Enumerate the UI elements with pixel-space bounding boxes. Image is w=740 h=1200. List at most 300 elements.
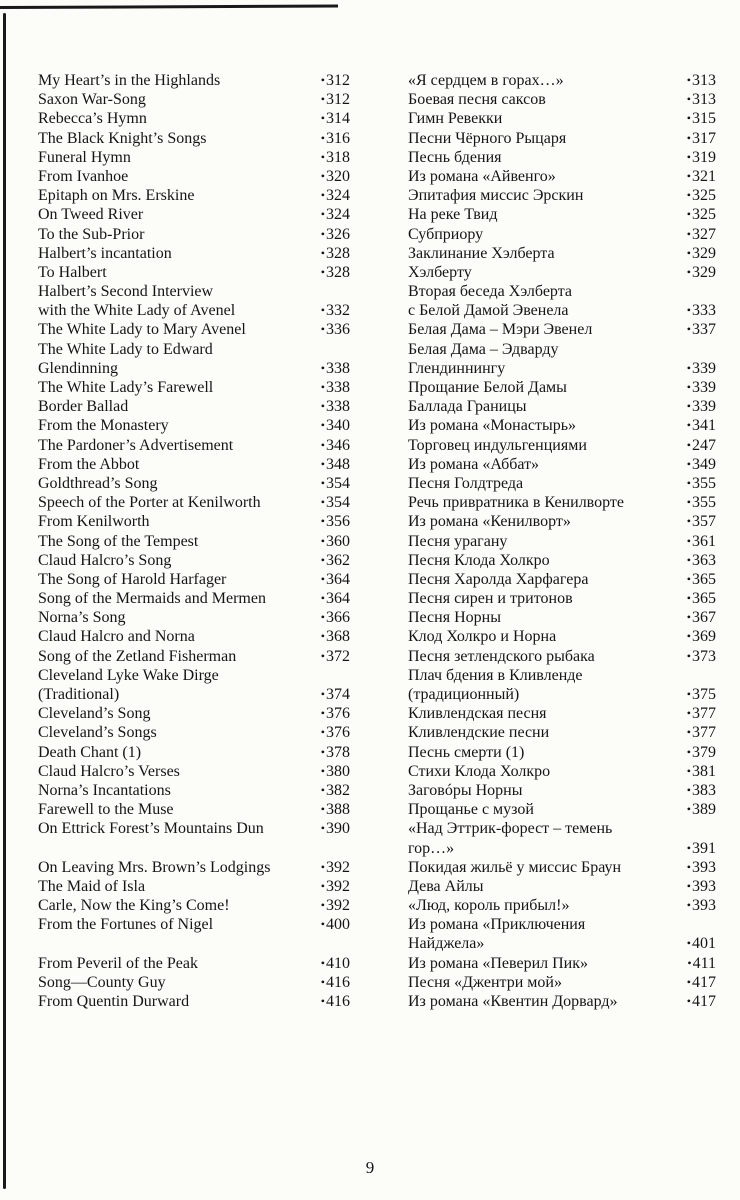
toc-entry-line (408, 589, 716, 608)
bullet-icon: • (320, 859, 325, 874)
toc-entry-line (408, 225, 716, 244)
entry-page-number: 365 (692, 590, 716, 608)
entry-title: Боевая песня саксов (408, 91, 546, 109)
bullet-icon: • (320, 303, 325, 318)
entry-page-number: 365 (692, 570, 716, 588)
toc-entry-line (408, 723, 716, 742)
toc-entry-line (38, 954, 350, 973)
bullet-icon: • (320, 571, 325, 586)
toc-entry-line (408, 301, 716, 320)
entry-page-ref (321, 512, 350, 532)
entry-page-number: 417 (692, 973, 716, 991)
entry-page-ref (687, 877, 716, 897)
toc-entry-line (38, 225, 350, 244)
entry-page-ref (321, 992, 350, 1012)
toc-entry-line (38, 436, 350, 455)
toc-entry-line (408, 819, 716, 838)
entry-page-ref (321, 608, 350, 628)
entry-page-ref (321, 397, 350, 417)
entry-page-ref (321, 378, 350, 398)
entry-page-ref (687, 627, 716, 647)
entry-page-ref (687, 723, 716, 743)
bullet-icon: • (686, 149, 691, 164)
toc-entry-line (38, 320, 350, 339)
entry-page-number: 362 (326, 551, 350, 569)
column-gap (38, 839, 350, 858)
bullet-icon: • (320, 418, 325, 433)
toc-entry-line (408, 436, 716, 455)
toc-entry-line (38, 819, 350, 838)
entry-page-number: 375 (692, 686, 716, 703)
entry-title: Песня Норны (408, 609, 501, 627)
entry-page-ref (321, 225, 350, 245)
bullet-icon: • (686, 475, 691, 490)
toc-entry-line (38, 301, 350, 320)
bullet-icon: • (320, 821, 325, 836)
entry-page-number: 349 (692, 455, 716, 473)
bullet-icon: • (686, 610, 691, 625)
entry-title: Из романа «Приключения (408, 916, 586, 934)
entry-title: Эпитафия миссис Эрскин (408, 187, 584, 205)
entry-page-ref (687, 762, 716, 782)
entry-title: Из романа «Аббат» (408, 455, 540, 473)
entry-page-ref (321, 685, 350, 705)
toc-entry-line (38, 109, 350, 128)
entry-page-number: 378 (326, 743, 350, 761)
entry-page-number: 321 (692, 167, 716, 185)
entry-page-number: 339 (692, 398, 716, 416)
entry-title: Song—County Guy (38, 973, 166, 991)
entry-page-number: 313 (692, 91, 716, 109)
entry-title: Песня сирен и тритонов (408, 590, 573, 608)
entry-page-number: 354 (326, 474, 350, 492)
bullet-icon: • (320, 687, 325, 701)
entry-page-number: 341 (692, 417, 716, 435)
entry-page-number: 324 (326, 187, 350, 205)
entry-title: My Heart’s in the Highlands (38, 72, 221, 89)
entry-title: Cleveland’s Songs (38, 724, 157, 742)
entry-page-number: 328 (326, 263, 350, 281)
bullet-icon: • (686, 936, 691, 951)
toc-entry-line (408, 282, 716, 301)
bullet-icon: • (320, 245, 325, 260)
bullet-icon: • (320, 706, 325, 721)
entry-page-number: 348 (326, 455, 350, 473)
entry-page-ref (321, 493, 350, 513)
entry-title: Claud Halcro’s Verses (38, 762, 180, 780)
bullet-icon: • (686, 878, 691, 893)
bullet-icon: • (687, 955, 692, 970)
bullet-icon: • (686, 322, 691, 337)
entry-title: Из романа «Кенилворт» (408, 513, 571, 531)
entry-title: Песня Голдтреда (408, 474, 524, 492)
toc-entry-line (38, 992, 350, 1011)
toc-entry-line (408, 762, 716, 781)
toc-entry-line (408, 493, 716, 512)
scan-artifact-top-line (0, 5, 338, 9)
entry-page-number: 338 (326, 379, 350, 396)
bullet-icon: • (686, 495, 691, 510)
entry-title: Из романа «Квентин Дорвард» (408, 993, 618, 1010)
bullet-icon: • (320, 629, 325, 644)
bullet-icon: • (320, 495, 325, 510)
entry-page-number: 379 (692, 743, 716, 761)
entry-page-number: 319 (692, 148, 716, 166)
entry-title: Песня зетлендского рыбака (408, 647, 595, 665)
toc-entry-line (38, 512, 350, 531)
entry-page-ref (687, 973, 716, 993)
entry-page-ref (687, 570, 716, 590)
entry-page-ref (687, 225, 716, 245)
entry-page-ref (321, 301, 350, 321)
bullet-icon: • (320, 111, 325, 126)
entry-title: Покидая жильё у миссис Браун (408, 858, 622, 876)
entry-page-ref (321, 762, 350, 782)
entry-title: Из романа «Монастырь» (408, 417, 576, 435)
toc-entry-line (408, 608, 716, 627)
entry-title: From Ivanhoe (38, 167, 129, 185)
entry-page-number: 377 (692, 705, 716, 723)
entry-title: Прощанье с музой (408, 801, 534, 819)
toc-entry-line (38, 186, 350, 205)
entry-page-ref (687, 954, 716, 974)
toc-entry-line (38, 762, 350, 781)
toc-entry-line (408, 340, 716, 359)
entry-page-number: 367 (692, 609, 716, 627)
toc-entry-line (38, 627, 350, 646)
bullet-icon: • (686, 168, 691, 183)
entry-title: From Peveril of the Peak (38, 954, 198, 972)
entry-page-ref (687, 839, 716, 859)
entry-page-number: 391 (692, 839, 716, 857)
entry-page-ref (687, 704, 716, 724)
entry-title: Farewell to the Muse (38, 801, 174, 819)
entry-page-ref (687, 608, 716, 628)
entry-page-ref (321, 71, 350, 91)
entry-page-number: 316 (326, 129, 350, 147)
bullet-icon: • (686, 591, 691, 606)
entry-page-number: 372 (326, 647, 350, 665)
entry-page-number: 361 (692, 532, 716, 550)
bullet-icon: • (686, 744, 691, 759)
bullet-icon: • (320, 763, 325, 778)
entry-title: «Над Эттрик-форест – темень (408, 820, 613, 838)
entry-page-ref (687, 244, 716, 264)
toc-entry-line (408, 627, 716, 646)
entry-page-ref (321, 167, 350, 187)
entry-page-ref (321, 781, 350, 801)
entry-page-ref (687, 992, 716, 1012)
bullet-icon: • (320, 955, 325, 970)
toc-entry-line (38, 493, 350, 512)
entry-title: «Люд, король прибыл!» (408, 897, 570, 915)
bullet-icon: • (686, 782, 691, 797)
toc-entry-line (38, 877, 350, 896)
bullet-icon: • (320, 744, 325, 759)
entry-title: Rebecca’s Hymn (38, 110, 147, 128)
entry-page-number: 329 (692, 244, 716, 262)
toc-entry-line (408, 397, 716, 416)
entry-page-number: 337 (692, 321, 716, 339)
entry-page-number: 390 (326, 820, 350, 838)
bullet-icon: • (320, 188, 325, 203)
bullet-icon: • (686, 974, 691, 989)
bullet-icon: • (320, 399, 325, 414)
entry-title: Заклинание Хэлберта (408, 244, 555, 262)
entry-page-number: 369 (692, 628, 716, 646)
entry-page-number: 340 (326, 417, 350, 435)
bullet-icon: • (320, 591, 325, 606)
toc-entry-line (38, 647, 350, 666)
entry-title: Claud Halcro and Norna (38, 628, 195, 646)
entry-title: The White Lady to Mary Avenel (38, 321, 246, 339)
column-gap (38, 934, 350, 953)
bullet-icon: • (686, 399, 691, 414)
entry-page-ref (687, 589, 716, 609)
entry-title: Плач бдения в Кливленде (408, 666, 583, 684)
entry-title: Song of the Zetland Fisherman (38, 647, 237, 665)
toc-entry-line (38, 90, 350, 109)
bullet-icon: • (686, 73, 691, 87)
entry-title: Кливлендская песня (408, 705, 547, 723)
entry-page-ref (687, 743, 716, 763)
entry-title: (традиционный) (408, 686, 520, 703)
toc-entry-line (408, 551, 716, 570)
entry-page-ref (321, 90, 350, 110)
entry-page-ref (687, 896, 716, 916)
entry-title: Песня Харолда Харфагера (408, 570, 589, 588)
entry-page-number: 326 (326, 225, 350, 243)
entry-page-number: 355 (692, 494, 716, 512)
scan-artifact-left-line (3, 13, 6, 1189)
entry-page-number: 313 (692, 72, 716, 89)
toc-entry-line (408, 781, 716, 800)
bullet-icon: • (320, 207, 325, 222)
toc-entry-line (408, 359, 716, 378)
entry-title: Epitaph on Mrs. Erskine (38, 187, 195, 205)
bullet-icon: • (320, 226, 325, 241)
toc-entry-line (408, 474, 716, 493)
toc-entry-line (408, 378, 716, 397)
toc-entry-line (408, 512, 716, 531)
entry-title: On Tweed River (38, 206, 144, 224)
entry-page-number: 336 (326, 321, 350, 339)
toc-entry-line (408, 167, 716, 186)
entry-page-number: 317 (692, 129, 716, 147)
entry-page-ref (687, 551, 716, 571)
toc-entry-line (408, 186, 716, 205)
toc-entry-line (408, 90, 716, 109)
entry-page-ref (321, 877, 350, 897)
entry-page-number: 393 (692, 858, 716, 876)
bullet-icon: • (320, 264, 325, 279)
toc-entry-line (408, 647, 716, 666)
toc-entry-line (38, 858, 350, 877)
entry-page-ref (687, 416, 716, 436)
entry-page-ref (687, 263, 716, 283)
toc-entry-line (408, 263, 716, 282)
bullet-icon: • (686, 360, 691, 375)
entry-title: Goldthread’s Song (38, 474, 158, 492)
entry-title: Halbert’s incantation (38, 244, 172, 262)
entry-title: Вторая беседа Хэлберта (408, 283, 572, 301)
entry-page-ref (687, 474, 716, 494)
entry-page-number: 373 (692, 647, 716, 665)
toc-entry-line (38, 148, 350, 167)
entry-title: Глендиннингу (408, 359, 506, 377)
toc-entry-line (38, 800, 350, 819)
toc-entry-line (38, 704, 350, 723)
entry-page-number: 368 (326, 628, 350, 646)
bullet-icon: • (320, 533, 325, 548)
bullet-icon: • (686, 859, 691, 874)
toc-column-english (38, 71, 350, 1011)
entry-page-ref (321, 819, 350, 839)
entry-page-number: 366 (326, 609, 350, 627)
entry-page-ref (687, 148, 716, 168)
entry-page-number: 247 (692, 436, 716, 454)
bullet-icon: • (320, 974, 325, 989)
entry-page-ref (321, 320, 350, 340)
entry-title: Norna’s Incantations (38, 781, 171, 799)
entry-title: Хэлберту (408, 263, 472, 281)
entry-page-number: 364 (326, 590, 350, 608)
entry-title: Прощание Белой Дамы (408, 379, 567, 396)
entry-page-number: 392 (326, 858, 350, 876)
entry-page-number: 363 (692, 551, 716, 569)
entry-page-number: 416 (326, 973, 350, 991)
entry-page-number: 360 (326, 532, 350, 550)
toc-entry-line (408, 934, 716, 953)
bullet-icon: • (686, 188, 691, 203)
entry-page-number: 355 (692, 474, 716, 492)
entry-page-number: 392 (326, 877, 350, 895)
toc-entry-line (38, 685, 350, 704)
toc-entry-line (408, 129, 716, 148)
toc-entry-line (408, 800, 716, 819)
entry-page-ref (687, 90, 716, 110)
entry-page-ref (321, 148, 350, 168)
toc-entry-line (408, 148, 716, 167)
page-number-folio: 9 (365, 1158, 375, 1177)
entry-page-ref (321, 244, 350, 264)
bullet-icon: • (320, 475, 325, 490)
entry-page-ref (687, 532, 716, 552)
bullet-icon: • (320, 149, 325, 164)
toc-entry-line (38, 205, 350, 224)
bullet-icon: • (686, 418, 691, 433)
entry-page-ref (687, 71, 716, 91)
toc-entry-line (408, 532, 716, 551)
bullet-icon: • (320, 514, 325, 529)
entry-page-number: 338 (326, 359, 350, 377)
entry-title: Из романа «Айвенго» (408, 167, 556, 185)
entry-title: From the Monastery (38, 417, 169, 435)
toc-entry-line (38, 167, 350, 186)
entry-page-number: 410 (326, 954, 350, 972)
entry-page-number: 383 (692, 781, 716, 799)
entry-page-number: 381 (692, 762, 716, 780)
bullet-icon: • (320, 610, 325, 625)
entry-page-number: 401 (692, 935, 716, 953)
entry-title: Claud Halcro’s Song (38, 551, 172, 569)
toc-entry-line (408, 320, 716, 339)
entry-page-ref (687, 320, 716, 340)
entry-page-ref (321, 551, 350, 571)
entry-title: Песня «Джентри мой» (408, 973, 562, 991)
entry-title: Norna’s Song (38, 609, 126, 627)
entry-title: On Ettrick Forest’s Mountains Dun (38, 820, 264, 838)
entry-title: The White Lady to Edward (38, 340, 213, 358)
entry-title: «Я сердцем в горах…» (408, 72, 564, 89)
entry-title: Стихи Клода Холкро (408, 762, 551, 780)
entry-page-ref (687, 800, 716, 820)
entry-title: Речь привратника в Кенилворте (408, 494, 625, 512)
toc-entry-line (408, 109, 716, 128)
entry-page-number: 393 (692, 897, 716, 915)
toc-entry-line (408, 666, 716, 685)
entry-page-number: 400 (326, 916, 350, 934)
entry-title: Cleveland Lyke Wake Dirge (38, 666, 219, 684)
entry-title: The Pardoner’s Advertisement (38, 436, 234, 454)
entry-page-ref (687, 436, 716, 456)
entry-page-number: 338 (326, 398, 350, 416)
bullet-icon: • (686, 245, 691, 260)
toc-entry-line (38, 244, 350, 263)
entry-page-ref (321, 416, 350, 436)
entry-title: Найджела» (408, 935, 485, 953)
entry-page-number: 356 (326, 513, 350, 531)
entry-title: The Maid of Isla (38, 877, 146, 895)
entry-page-number: 312 (326, 91, 350, 109)
bullet-icon: • (320, 360, 325, 375)
toc-entry-line (38, 455, 350, 474)
bullet-icon: • (686, 840, 691, 855)
bullet-icon: • (320, 552, 325, 567)
bullet-icon: • (320, 725, 325, 740)
entry-page-ref (321, 647, 350, 667)
toc-entry-line (38, 973, 350, 992)
entry-title: From Kenilworth (38, 513, 150, 531)
toc-entry-line (408, 455, 716, 474)
toc-entry-line (38, 723, 350, 742)
toc-entry-line (38, 551, 350, 570)
toc-entry-line (38, 378, 350, 397)
toc-entry-line (38, 263, 350, 282)
bullet-icon: • (686, 533, 691, 548)
entry-page-ref (687, 205, 716, 225)
entry-page-ref (687, 934, 716, 954)
entry-page-number: 320 (326, 167, 350, 185)
entry-title: Белая Дама – Эдварду (408, 340, 559, 358)
entry-page-ref (321, 436, 350, 456)
toc-entry-line (408, 992, 716, 1011)
toc-entry-line (408, 704, 716, 723)
entry-title: The Black Knight’s Songs (38, 129, 207, 147)
entry-page-ref (687, 167, 716, 187)
entry-page-number: 416 (326, 993, 350, 1010)
bullet-icon: • (320, 802, 325, 817)
entry-title: Заговóры Норны (408, 781, 523, 799)
toc-entry-line (38, 397, 350, 416)
toc-column-russian (408, 71, 716, 1011)
entry-page-ref (687, 512, 716, 532)
toc-entry-line (408, 205, 716, 224)
bullet-icon: • (686, 571, 691, 586)
toc-entry-line (408, 743, 716, 762)
entry-title: Торговец индульгенциями (408, 436, 587, 454)
toc-entry-line (408, 896, 716, 915)
